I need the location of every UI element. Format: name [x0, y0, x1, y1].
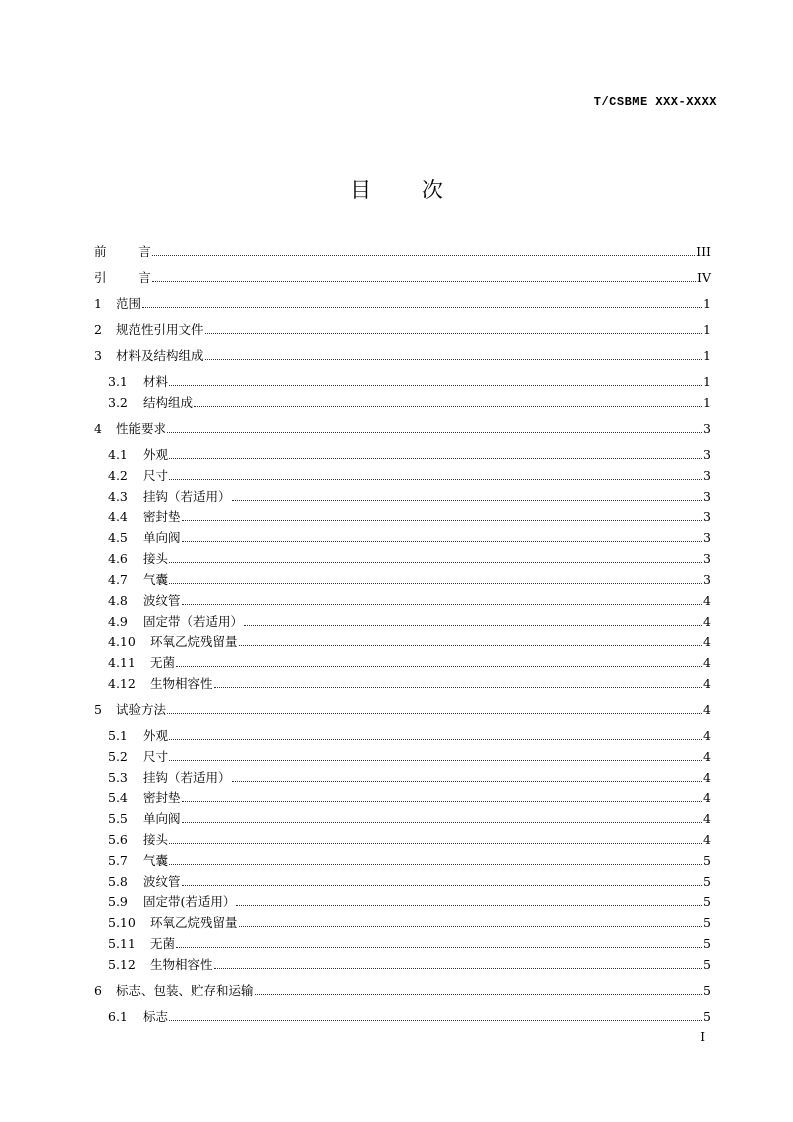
toc-entry-page: 1: [703, 348, 711, 363]
toc-entry[interactable]: [94, 979, 711, 999]
toc-entry-label: 挂钩（若适用）: [143, 489, 231, 504]
toc-entry-label: 规范性引用文件: [116, 322, 204, 337]
toc-entry-page: 5: [703, 915, 711, 930]
toc-dot-leader: [205, 358, 703, 360]
toc-entry-page: 3: [703, 509, 711, 524]
toc-entry-page: 4: [703, 634, 711, 649]
toc-entry[interactable]: [108, 630, 711, 650]
toc-entry[interactable]: [108, 443, 711, 463]
toc-entry[interactable]: [108, 464, 711, 484]
toc-entry-label: 接头: [143, 832, 169, 847]
document-code: T/CSBME XXX-XXXX: [593, 95, 717, 109]
toc-dot-leader: [205, 332, 703, 334]
toc-entry-number: 5.12: [108, 957, 136, 972]
toc-entry-label: 生物相容性: [150, 957, 213, 972]
toc-entry[interactable]: [108, 1005, 711, 1025]
toc-dot-leader: [152, 254, 695, 256]
toc-entry-label: 单向阀: [143, 530, 181, 545]
toc-entry-page: 4: [703, 770, 711, 785]
toc-entry-label: 范围: [116, 296, 142, 311]
toc-entry-page: 1: [703, 395, 711, 410]
toc-entry-page: 3: [703, 447, 711, 462]
toc-dot-leader: [255, 993, 703, 995]
toc-entry[interactable]: [108, 807, 711, 827]
toc-entry-number: 5.6: [108, 832, 128, 847]
toc-dot-leader: [182, 821, 703, 823]
toc-entry[interactable]: [108, 672, 711, 692]
toc-entry[interactable]: [108, 526, 711, 546]
toc-entry[interactable]: [108, 505, 711, 525]
toc-entry-number: 2: [94, 322, 102, 337]
toc-dot-leader: [169, 759, 702, 761]
toc-entry-number: 4.1: [108, 447, 128, 462]
toc-dot-leader: [176, 946, 702, 948]
toc-entry-label: 接头: [143, 551, 169, 566]
toc-entry-page: 5: [703, 874, 711, 889]
toc-entry-number: 5.8: [108, 874, 128, 889]
toc-dot-leader: [142, 306, 702, 308]
toc-entry-number: 4.2: [108, 468, 128, 483]
toc-entry-number: 5.5: [108, 811, 128, 826]
toc-dot-leader: [167, 712, 702, 714]
toc-entry[interactable]: [108, 953, 711, 973]
toc-entry-number: 5.3: [108, 770, 128, 785]
toc-dot-leader: [176, 665, 702, 667]
toc-entry-label: 密封垫: [143, 509, 181, 524]
toc-entry[interactable]: [94, 417, 711, 437]
footer-page-number: I: [700, 1030, 705, 1044]
toc-dot-leader: [214, 967, 703, 969]
toc-dot-leader: [182, 519, 703, 521]
toc-dot-leader: [182, 800, 703, 802]
toc-entry-label: 无菌: [150, 936, 176, 951]
toc-entry[interactable]: [108, 911, 711, 931]
toc-entry-page: 5: [703, 936, 711, 951]
toc-entry-page: 3: [703, 489, 711, 504]
toc-dot-leader: [182, 540, 703, 542]
toc-dot-leader: [169, 738, 702, 740]
toc-dot-leader: [236, 904, 702, 906]
toc-entry-page: 5: [703, 894, 711, 909]
toc-entry[interactable]: [108, 890, 711, 910]
toc-entry[interactable]: [94, 292, 711, 312]
toc-entry-number: 5.4: [108, 790, 128, 805]
toc-entry-label: 结构组成: [143, 395, 194, 410]
toc-entry[interactable]: [108, 547, 711, 567]
toc-entry[interactable]: [94, 318, 711, 338]
toc-dot-leader: [167, 431, 702, 433]
toc-entry-label: 生物相容性: [150, 676, 213, 691]
toc-entry[interactable]: [108, 724, 711, 744]
toc-entry-label: 气囊: [143, 572, 169, 587]
toc-entry-page: 3: [703, 468, 711, 483]
toc-dot-leader: [169, 561, 702, 563]
toc-entry-page: 1: [703, 322, 711, 337]
toc-entry-label: 波纹管: [143, 593, 181, 608]
toc-entry-page: 5: [703, 1009, 711, 1024]
toc-entry-number: 4.7: [108, 572, 128, 587]
toc-entry-page: 4: [703, 811, 711, 826]
toc-entry-label: 引 言: [94, 270, 151, 285]
toc-entry-page: 3: [703, 421, 711, 436]
toc-entry-number: 3.1: [108, 374, 128, 389]
toc-entry[interactable]: [108, 766, 711, 786]
toc-entry[interactable]: [108, 485, 711, 505]
toc-dot-leader: [169, 842, 702, 844]
toc-entry[interactable]: [108, 589, 711, 609]
toc-entry[interactable]: [94, 698, 711, 718]
toc-entry-number: 4.5: [108, 530, 128, 545]
toc-entry-number: 6: [94, 983, 102, 998]
toc-entry-label: 材料: [143, 374, 169, 389]
toc-dot-leader: [244, 624, 702, 626]
toc-entry-page: 3: [703, 551, 711, 566]
toc-entry-page: 4: [703, 832, 711, 847]
toc-entry-number: 5.9: [108, 894, 128, 909]
toc-dot-leader: [169, 1019, 702, 1021]
toc-entry-page: IV: [697, 270, 711, 285]
toc-entry[interactable]: [108, 391, 711, 411]
toc-entry-label: 固定带(若适用）: [143, 894, 236, 909]
toc-entry-number: 5: [94, 702, 102, 717]
toc-entry-label: 外观: [143, 447, 169, 462]
toc-entry[interactable]: [108, 849, 711, 869]
toc-entry-number: 4: [94, 421, 102, 436]
toc-entry-number: 4.3: [108, 489, 128, 504]
toc-entry-number: 4.12: [108, 676, 136, 691]
toc-entry-number: 4.4: [108, 509, 128, 524]
toc-entry-number: 1: [94, 296, 102, 311]
toc-entry-label: 标志、包装、贮存和运输: [116, 983, 254, 998]
toc-dot-leader: [232, 499, 703, 501]
toc-entry-label: 试验方法: [116, 702, 167, 717]
toc-entry-label: 环氧乙烷残留量: [150, 915, 238, 930]
toc-entry[interactable]: [108, 786, 711, 806]
toc-entry[interactable]: [108, 370, 711, 390]
toc-title: 目 次: [350, 178, 465, 202]
toc-entry-label: 波纹管: [143, 874, 181, 889]
toc-entry-number: 6.1: [108, 1009, 128, 1024]
toc-entry-page: 1: [703, 296, 711, 311]
toc-dot-leader: [169, 582, 702, 584]
toc-entry-number: 5.1: [108, 728, 128, 743]
toc-entry[interactable]: [108, 651, 711, 671]
toc-dot-leader: [169, 384, 702, 386]
toc-entry-label: 固定带（若适用）: [143, 614, 244, 629]
toc-entry-label: 环氧乙烷残留量: [150, 634, 238, 649]
toc-entry-number: 4.10: [108, 634, 136, 649]
toc-entry[interactable]: [108, 568, 711, 588]
toc-entry-number: 5.10: [108, 915, 136, 930]
toc-entry-label: 外观: [143, 728, 169, 743]
toc-dot-leader: [214, 686, 703, 688]
toc-dot-leader: [232, 780, 703, 782]
toc-entry-number: 5.2: [108, 749, 128, 764]
toc-entry-label: 密封垫: [143, 790, 181, 805]
toc-dot-leader: [182, 884, 703, 886]
toc-entry-page: 3: [703, 572, 711, 587]
toc-entry-page: 4: [703, 614, 711, 629]
toc-entry-label: 无菌: [150, 655, 176, 670]
toc-entry-page: 4: [703, 749, 711, 764]
toc-entry-number: 3: [94, 348, 102, 363]
toc-entry-page: 4: [703, 676, 711, 691]
toc-entry-label: 前 言: [94, 244, 151, 259]
toc-entry-page: 1: [703, 374, 711, 389]
toc-entry-page: 5: [703, 983, 711, 998]
toc-entry[interactable]: [94, 344, 711, 364]
toc-entry-page: 4: [703, 728, 711, 743]
toc-dot-leader: [169, 863, 702, 865]
toc-entry-label: 单向阀: [143, 811, 181, 826]
toc-entry-number: 4.6: [108, 551, 128, 566]
toc-entry-number: 5.7: [108, 853, 128, 868]
toc-entry-page: 4: [703, 702, 711, 717]
toc-entry-number: 4.8: [108, 593, 128, 608]
toc-entry-number: 4.9: [108, 614, 128, 629]
toc-entry[interactable]: [108, 870, 711, 890]
toc-entry-label: 性能要求: [116, 421, 167, 436]
toc-dot-leader: [239, 644, 703, 646]
toc-dot-leader: [152, 280, 696, 282]
toc-entry[interactable]: [108, 745, 711, 765]
toc-dot-leader: [182, 603, 703, 605]
toc-entry-label: 材料及结构组成: [116, 348, 204, 363]
toc-entry-number: 5.11: [108, 936, 136, 951]
toc-entry-label: 挂钩（若适用）: [143, 770, 231, 785]
toc-entry-page: 4: [703, 790, 711, 805]
toc-entry[interactable]: [108, 932, 711, 952]
toc-entry-label: 尺寸: [143, 468, 169, 483]
toc-entry[interactable]: [94, 266, 711, 286]
toc-entry-label: 标志: [143, 1009, 169, 1024]
toc-entry-label: 尺寸: [143, 749, 169, 764]
toc-dot-leader: [169, 478, 702, 480]
toc-entry-label: 气囊: [143, 853, 169, 868]
toc-entry-number: 4.11: [108, 655, 136, 670]
toc-entry[interactable]: [94, 240, 711, 260]
toc-dot-leader: [169, 457, 702, 459]
toc-entry-page: 4: [703, 655, 711, 670]
toc-entry-page: III: [696, 244, 711, 259]
toc-entry[interactable]: [108, 828, 711, 848]
toc-entry-page: 4: [703, 593, 711, 608]
toc-entry-number: 3.2: [108, 395, 128, 410]
toc-dot-leader: [194, 405, 702, 407]
toc-entry-page: 5: [703, 853, 711, 868]
toc-entry-page: 3: [703, 530, 711, 545]
toc-entry-page: 5: [703, 957, 711, 972]
toc-dot-leader: [239, 925, 703, 927]
toc-entry[interactable]: [108, 610, 711, 630]
